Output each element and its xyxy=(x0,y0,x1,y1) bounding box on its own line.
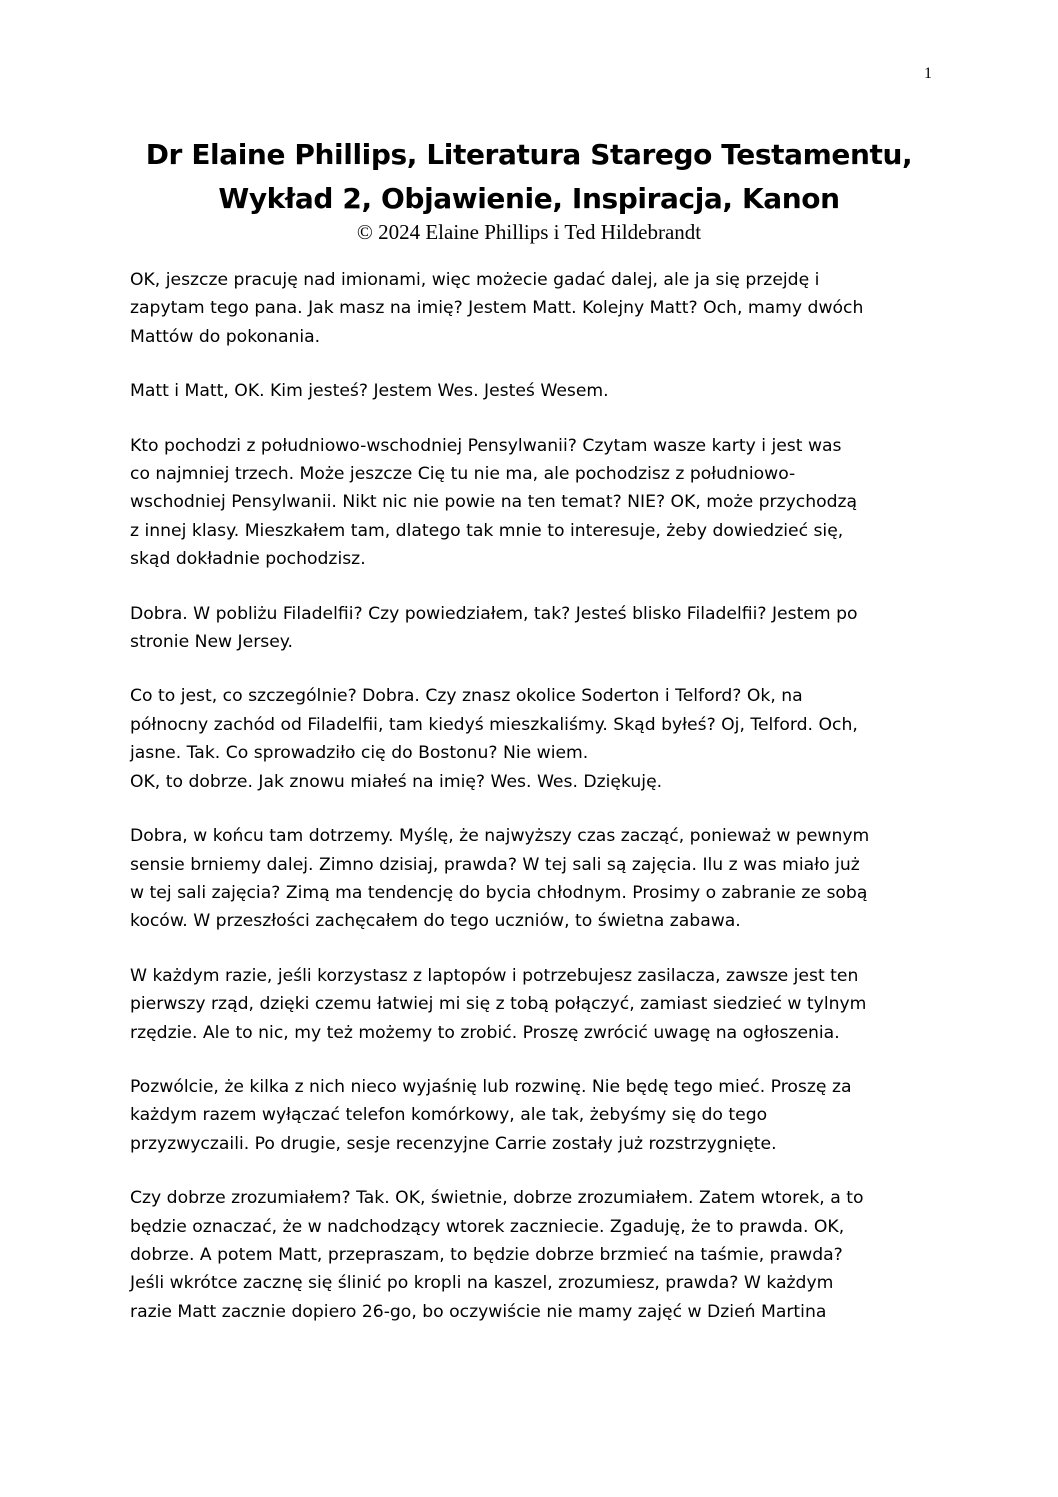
document-body xyxy=(130,266,940,1352)
copyright-notice: © 2024 Elaine Phillips i Ted Hildebrandt xyxy=(356,220,702,244)
paragraph xyxy=(130,822,940,936)
paragraph-line: co najmniej trzech. Może jeszcze Cię tu nie ma, ale pochodzisz z południowo- xyxy=(130,464,796,485)
paragraph-line: OK, jeszcze pracuję nad imionami, więc możecie gadać dalej, ale ja się przejdę i xyxy=(130,270,820,290)
paragraph-line: przyzwyczaili. Po drugie, sesje recenzyjne Carrie zostały już rozstrzygnięte. xyxy=(130,1133,777,1154)
paragraph-line: Dobra, w końcu tam dotrzemy. Myślę, że najwyższy czas zacząć, ponieważ w pewnym xyxy=(130,826,870,847)
paragraph-line: skąd dokładnie pochodzisz. xyxy=(130,549,366,570)
paragraph xyxy=(130,600,940,657)
paragraph-line: sensie brniemy dalej. Zimno dzisiaj, prawda? W tej sali są zajęcia. Ilu z was miało już xyxy=(130,854,860,875)
page-number: 1 xyxy=(924,65,932,82)
paragraph-line: OK, to dobrze. Jak znowu miałeś na imię? Wes. Wes. Dziękuję. xyxy=(130,771,663,792)
paragraph xyxy=(130,1184,940,1326)
paragraph-line: Jeśli wkrótce zacznę się ślinić po kropli na kaszel, zrozumiesz, prawda? W każdym xyxy=(130,1273,834,1294)
paragraph-line: razie Matt zacznie dopiero 26-go, bo oczywiście nie mamy zajęć w Dzień Martina xyxy=(130,1301,827,1322)
paragraph xyxy=(130,266,940,351)
paragraph-line: stronie New Jersey. xyxy=(130,632,293,653)
paragraph-line: północny zachód od Filadelfii, tam kiedyś mieszkaliśmy. Skąd byłeś? Oj, Telford. Och, xyxy=(130,714,858,735)
paragraph-line: rzędzie. Ale to nic, my też możemy to zrobić. Proszę zwrócić uwagę na ogłoszenia. xyxy=(130,1022,840,1043)
paragraph-line: zapytam tego pana. Jak masz na imię? Jestem Matt. Kolejny Matt? Och, mamy dwóch xyxy=(130,298,864,319)
paragraph-line: wschodniej Pensylwanii. Nikt nic nie powie na ten temat? NIE? OK, może przychodzą xyxy=(130,492,858,513)
paragraph-line: W każdym razie, jeśli korzystasz z laptopów i potrzebujesz zasilacza, zawsze jest ten xyxy=(130,965,859,986)
paragraph-line: pierwszy rząd, dzięki czemu łatwiej mi się z tobą połączyć, zamiast siedzieć w tylnym xyxy=(130,994,867,1015)
paragraph xyxy=(130,962,940,1047)
paragraph-line: Czy dobrze zrozumiałem? Tak. OK, świetnie, dobrze zrozumiałem. Zatem wtorek, a to xyxy=(130,1188,864,1209)
paragraph-line: koców. W przeszłości zachęcałem do tego uczniów, to świetna zabawa. xyxy=(130,911,741,932)
paragraph-line: jasne. Tak. Co sprowadziło cię do Bostonu? Nie wiem. xyxy=(130,743,589,764)
paragraph xyxy=(130,682,940,796)
paragraph-line: Kto pochodzi z południowo-wschodniej Pensylwanii? Czytam wasze karty i jest was xyxy=(130,435,842,456)
paragraph-line: Dobra. W pobliżu Filadelfii? Czy powiedziałem, tak? Jesteś blisko Filadelfii? Jestem po xyxy=(130,603,858,624)
paragraph xyxy=(130,1073,940,1158)
paragraph-line: Co to jest, co szczególnie? Dobra. Czy znasz okolice Soderton i Telford? Ok, na xyxy=(130,686,803,707)
paragraph-line: każdym razem wyłączać telefon komórkowy, ale tak, żebyśmy się do tego xyxy=(130,1105,768,1126)
paragraph-line: będzie oznaczać, że w nadchodzący wtorek zaczniecie. Zgaduję, że to prawda. OK, xyxy=(130,1216,845,1237)
paragraph-line: z innej klasy. Mieszkałem tam, dlatego tak mnie to interesuje, żeby dowiedzieć się, xyxy=(130,520,844,541)
paragraph xyxy=(130,432,940,574)
paragraph xyxy=(130,377,940,405)
paragraph-line: Mattów do pokonania. xyxy=(130,326,321,347)
paragraph-line: Pozwólcie, że kilka z nich nieco wyjaśnię lub rozwinę. Nie będę tego mieć. Proszę za xyxy=(130,1076,852,1097)
title-line-1: Dr Elaine Phillips, Literatura Starego Testamentu, xyxy=(145,138,913,171)
paragraph-line: dobrze. A potem Matt, przepraszam, to będzie dobrze brzmieć na taśmie, prawda? xyxy=(130,1244,843,1265)
document-header xyxy=(100,133,958,245)
title-line-2: Wykład 2, Objawienie, Inspiracja, Kanon xyxy=(218,182,840,215)
paragraph-line: Matt i Matt, OK. Kim jesteś? Jestem Wes. Jesteś Wesem. xyxy=(130,381,609,402)
paragraph-line: w tej sali zajęcia? Zimą ma tendencję do bycia chłodnym. Prosimy o zabranie ze sobą xyxy=(130,882,868,903)
